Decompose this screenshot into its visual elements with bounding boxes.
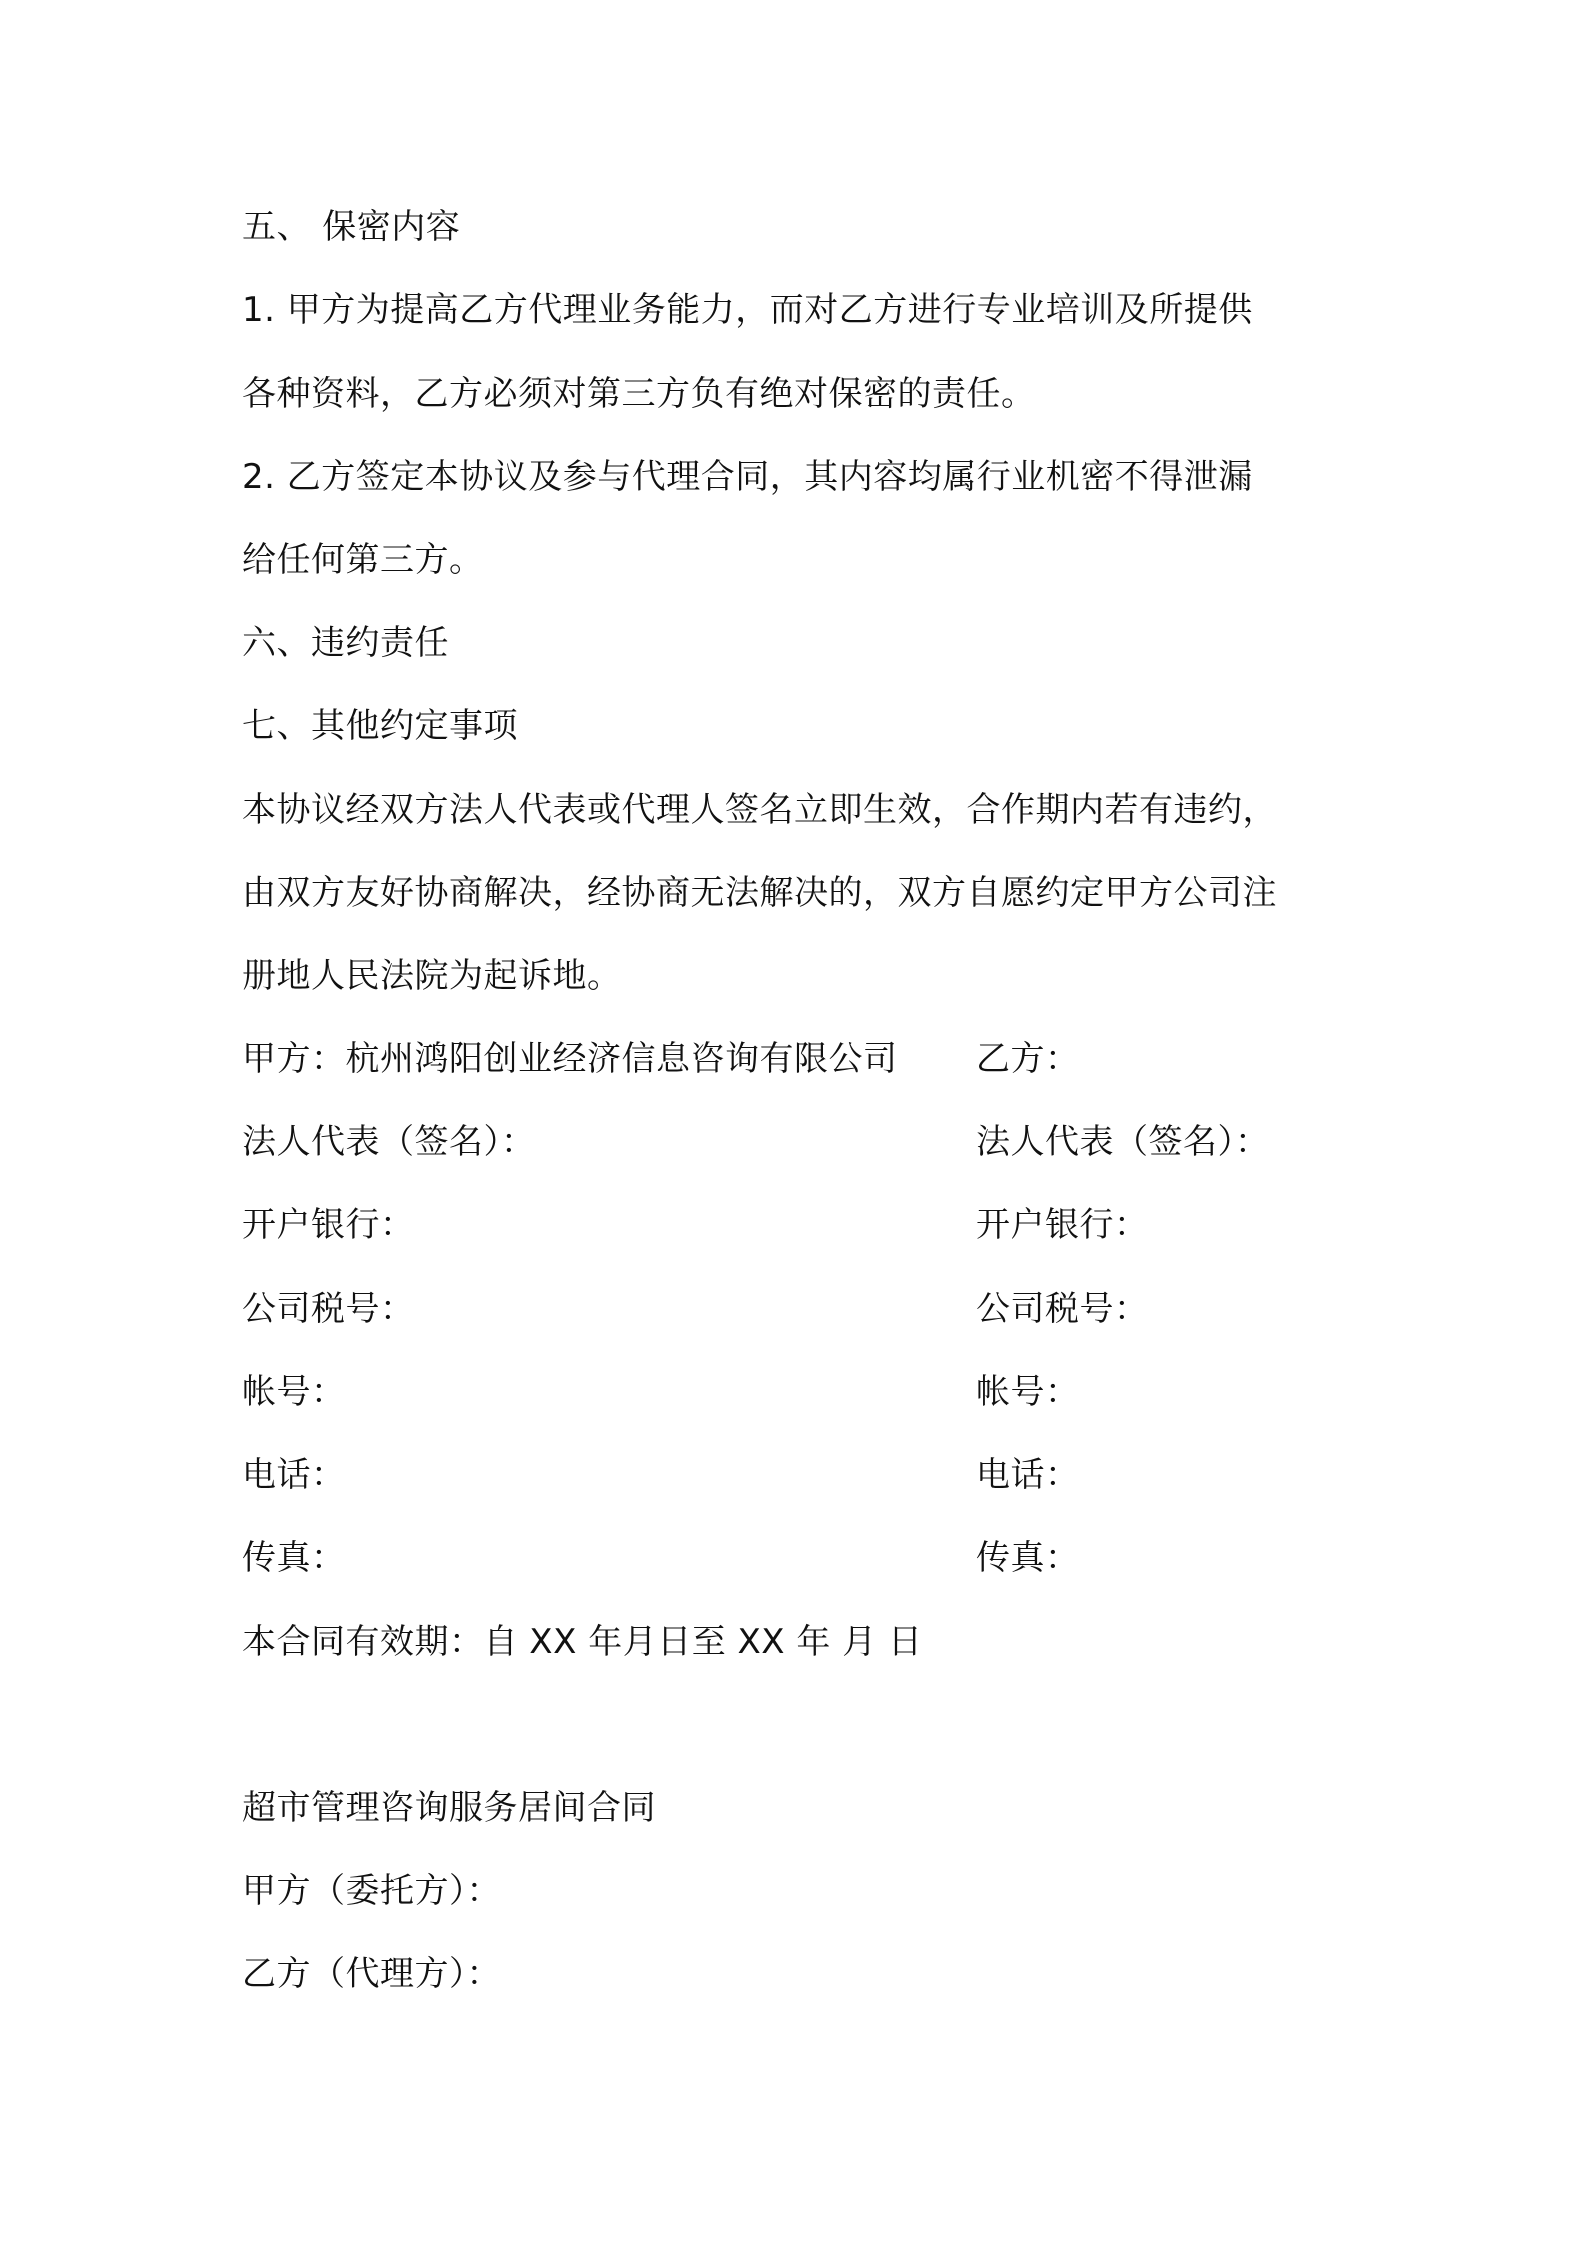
section-7-line-1: 本协议经双方法人代表或代理人签名立即生效，合作期内若有违约， bbox=[242, 790, 1277, 830]
party-a-tax-id: 公司税号： bbox=[242, 1289, 415, 1329]
section-7-heading: 七、其他约定事项 bbox=[242, 706, 518, 746]
party-b-tax-id: 公司税号： bbox=[976, 1289, 1149, 1329]
party-a-bank: 开户银行： bbox=[242, 1205, 415, 1245]
party-b-name: 乙方： bbox=[976, 1039, 1080, 1079]
section-5-heading: 五、 保密内容 bbox=[242, 207, 461, 247]
party-a-account: 帐号： bbox=[242, 1372, 346, 1412]
party-b-bank: 开户银行： bbox=[976, 1205, 1149, 1245]
party-b-fax: 传真： bbox=[976, 1538, 1080, 1578]
next-contract-title: 超市管理咨询服务居间合同 bbox=[242, 1788, 656, 1828]
party-a-legal-rep: 法人代表（签名）： bbox=[242, 1122, 536, 1162]
section-5-item-2-line-1: 2. 乙方签定本协议及参与代理合同，其内容均属行业机密不得泄漏 bbox=[242, 457, 1253, 497]
contract-validity: 本合同有效期：自 XX 年月日至 XX 年 月 日 bbox=[242, 1622, 923, 1662]
party-a-phone: 电话： bbox=[242, 1455, 346, 1495]
section-5-item-1-line-1: 1. 甲方为提高乙方代理业务能力，而对乙方进行专业培训及所提供 bbox=[242, 290, 1253, 330]
party-b-phone: 电话： bbox=[976, 1455, 1080, 1495]
party-a-name: 甲方：杭州鸿阳创业经济信息咨询有限公司 bbox=[242, 1039, 898, 1079]
next-contract-party-b: 乙方（代理方）： bbox=[242, 1954, 501, 1994]
next-contract-party-a: 甲方（委托方）： bbox=[242, 1871, 501, 1911]
party-b-account: 帐号： bbox=[976, 1372, 1080, 1412]
section-6-heading: 六、违约责任 bbox=[242, 623, 449, 663]
party-a-fax: 传真： bbox=[242, 1538, 346, 1578]
section-5-item-1-line-2: 各种资料，乙方必须对第三方负有绝对保密的责任。 bbox=[242, 374, 1036, 414]
section-7-line-2: 由双方友好协商解决，经协商无法解决的，双方自愿约定甲方公司注 bbox=[242, 873, 1277, 913]
section-5-item-2-line-2: 给任何第三方。 bbox=[242, 540, 484, 580]
party-b-legal-rep: 法人代表（签名）： bbox=[976, 1122, 1270, 1162]
section-7-line-3: 册地人民法院为起诉地。 bbox=[242, 956, 622, 996]
